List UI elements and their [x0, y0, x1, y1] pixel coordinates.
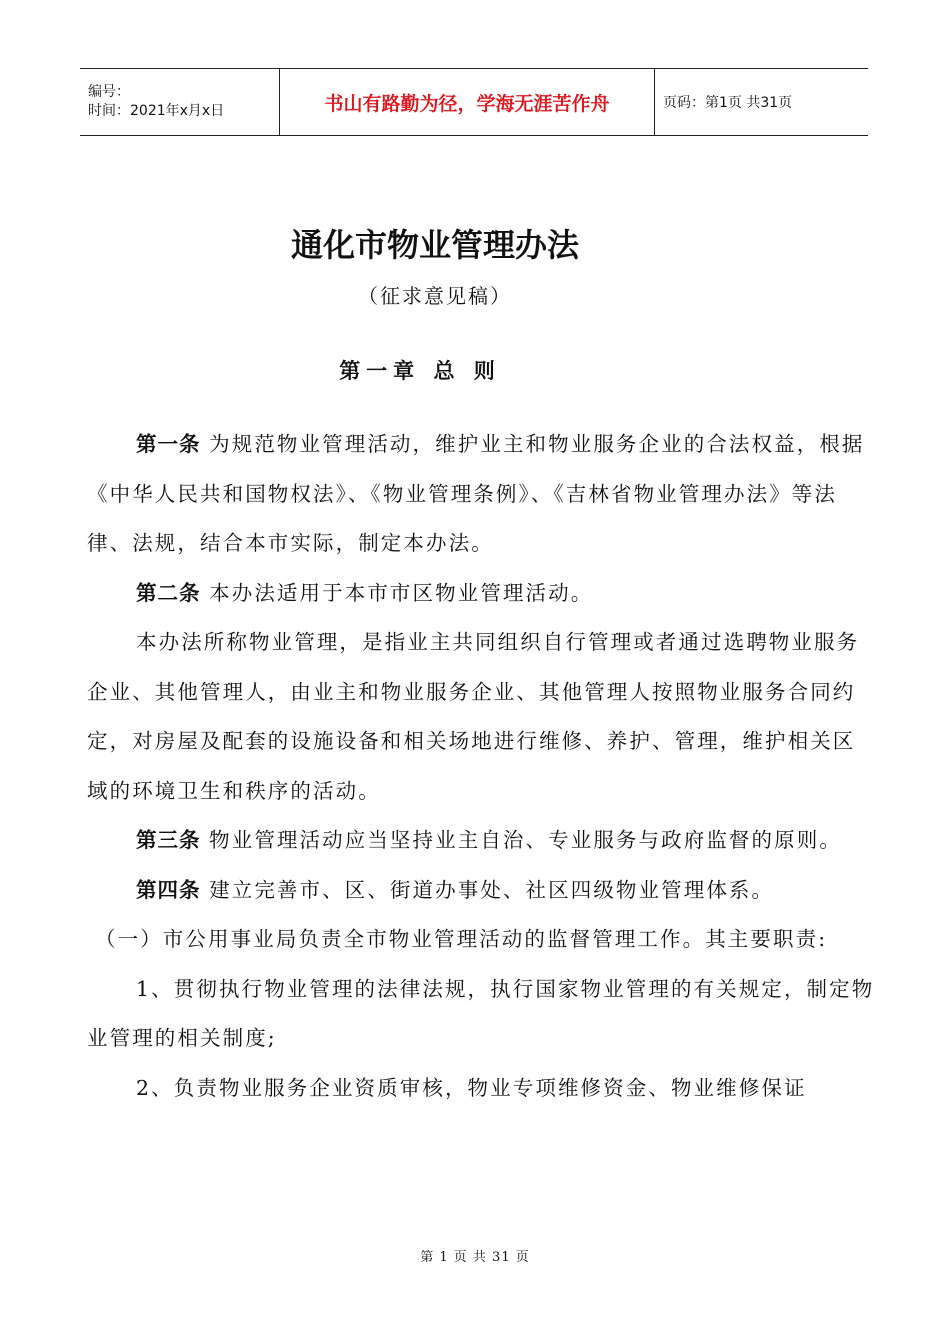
paragraph: [87, 1064, 875, 1114]
document-body: [87, 420, 875, 1113]
paragraph: [87, 816, 875, 866]
document-subtitle: （征求意见稿）: [358, 284, 512, 308]
paragraph: [87, 420, 875, 569]
document-title: 通化市物业管理办法: [290, 226, 579, 264]
paragraph-text: （一）市公用事业局负责全市物业管理活动的监督管理工作。其主要职责:: [95, 927, 828, 951]
article-label: 第四条: [136, 877, 201, 902]
header-table: [80, 68, 868, 136]
article-label: 第一条: [136, 432, 201, 456]
motto-text: 书山有路勤为径，学海无涯苦作舟: [324, 92, 610, 115]
paragraph-text: 为规范物业管理活动，维护业主和物业服务企业的合法权益，根据《中华人民共和国物权法》、《物业管理条例》、《吉林省物业管理办法》等法律、法规，结合本市实际，制定本办法。: [87, 432, 865, 555]
paragraph: [87, 965, 875, 1064]
paragraph-text: 本办法适用于本市市区物业管理活动。: [200, 580, 594, 605]
paragraph: [87, 915, 875, 965]
paragraph: [87, 569, 875, 619]
page-info: 页码：第1页 共31页: [663, 95, 793, 111]
chapter-heading: 第一章 总 则: [339, 359, 501, 383]
paragraph-text: 建立完善市、区、街道办事处、社区四级物业管理体系。: [200, 877, 775, 902]
page-footer: 第 1 页 共 31 页: [420, 1250, 530, 1265]
header-meta-cell: [80, 69, 280, 135]
header-motto-cell: [280, 69, 655, 135]
number-label: 编号：: [88, 84, 130, 100]
header-page-cell: [655, 69, 868, 135]
paragraph-text: 1、贯彻执行物业管理的法律法规，执行国家物业管理的有关规定，制定物业管理的相关制度;: [87, 976, 875, 1050]
paragraph: [87, 866, 875, 916]
article-label: 第三条: [136, 828, 201, 852]
paragraph-text: 本办法所称物业管理，是指业主共同组织自行管理或者通过选聘物业服务企业、其他管理人，由业主和物业服务企业、其他管理人按照物业服务合同约定，对房屋及配套的设施设备和相关场地进行维修、养护、管理，维护相关区域的环境卫生和秩序的活动。: [87, 630, 860, 803]
paragraph: [87, 618, 875, 816]
date-label: 时间：2021年x月x日: [88, 103, 225, 119]
paragraph-text: 物业管理活动应当坚持业主自治、专业服务与政府监督的原则。: [200, 828, 842, 852]
paragraph-text: 2、负责物业服务企业资质审核，物业专项维修资金、物业维修保证: [136, 1075, 807, 1100]
article-label: 第二条: [136, 580, 201, 605]
